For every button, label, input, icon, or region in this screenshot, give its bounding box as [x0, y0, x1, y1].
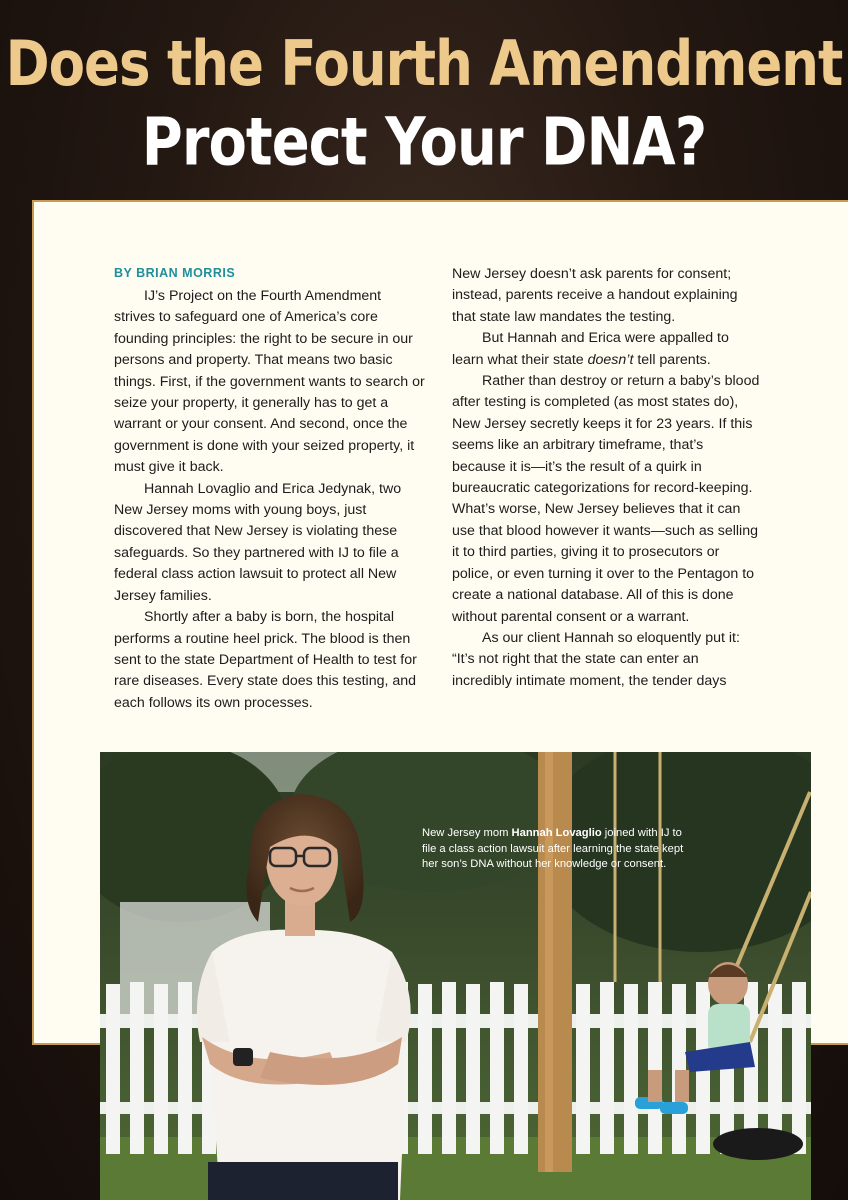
text-run: New Jersey mom: [422, 827, 512, 839]
paragraph: Shortly after a baby is born, the hospital performs a routine heel prick. The blood is then sent to the state Department of Health to test for rare diseases. Every state does this testing, and each follows its own processes.: [114, 609, 417, 711]
text-run: But Hannah and Erica were appalled to learn what their state: [452, 330, 729, 368]
text-run: tell parents.: [633, 351, 711, 368]
paragraph: [452, 328, 760, 371]
article-column-left: [114, 286, 426, 714]
emphasis: doesn’t: [587, 351, 634, 368]
text-run: joined with IJ to file a class action lawsuit after learning the state kept her son’s DNA without her knowledge or consent.: [422, 827, 684, 870]
article-column-right: [452, 264, 760, 692]
byline: BY BRIAN MORRIS: [114, 266, 236, 280]
headline-line-2: Protect Your DNA?: [141, 104, 707, 181]
paragraph: Rather than destroy or return a baby’s blood after testing is completed (as most states do), New Jersey secretly keeps it for 23 years. If this seems like an arbitrary timeframe, that’s because it is—it’s the result of a quirk in bureaucratic categorizations for record-keeping. What’s worse, New Jersey believes that it can use that blood however it wants—such as selling it to third parties, giving it to prosecutors or police, or even turning it over to the Pentagon to create a national database. All of this is done without parental consent or a warrant.: [452, 373, 760, 625]
article-photo: [100, 752, 811, 1200]
caption-name: Hannah Lovaglio: [511, 827, 602, 839]
paragraph: Hannah Lovaglio and Erica Jedynak, two New Jersey moms with young boys, just discovered that New Jersey is violating these safeguards. So they partnered with IJ to file a federal class action lawsuit to protect all New Jersey families.: [114, 480, 402, 604]
headline-line-1: Does the Fourth Amendment: [5, 28, 843, 101]
paragraph: New Jersey doesn’t ask parents for consent; instead, parents receive a handout explaining that state law mandates the testing.: [452, 266, 738, 325]
paragraph: IJ’s Project on the Fourth Amendment strives to safeguard one of America’s core founding principles: the right to be secure in our persons and property. That means two basic things. First, if the government wants to search or seize your property, it generally has to get a warrant or your consent. And second, once the government is done with your seized property, it must give it back.: [114, 288, 425, 476]
photo-illustration: [100, 752, 811, 1200]
photo-caption: [422, 826, 697, 873]
paragraph: As our client Hannah so eloquently put it: “It’s not right that the state can enter an incredibly intimate moment, the tender days: [452, 629, 740, 689]
